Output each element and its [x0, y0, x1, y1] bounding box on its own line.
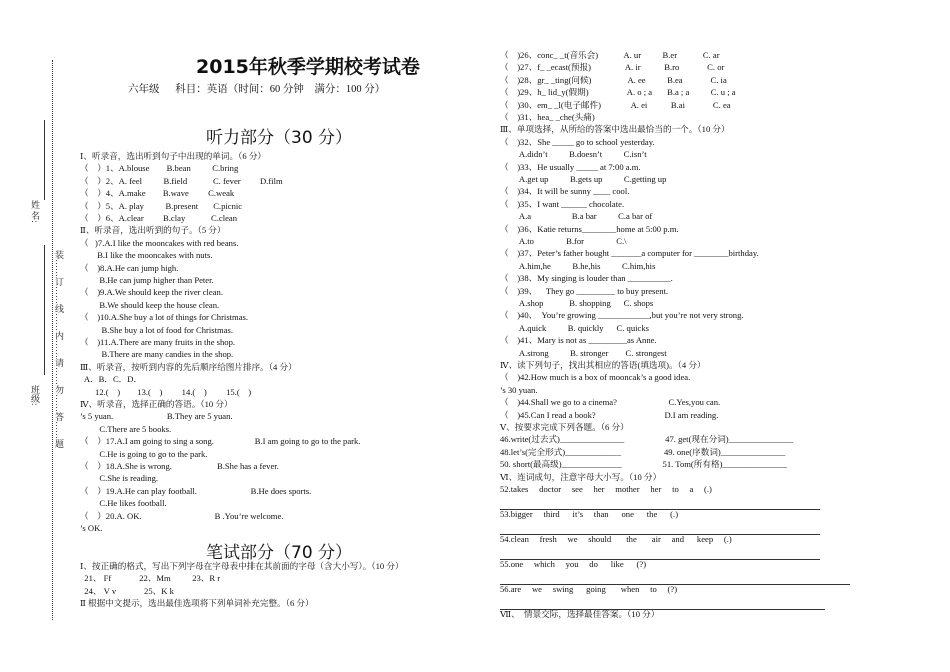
listening-heading: 听力部分（30 分） [206, 128, 353, 148]
class-label: 班级: [30, 385, 40, 406]
question-line: 46.write(过去式)_______________ 47. get(现在分词)_______________ [500, 434, 794, 445]
seal-line-text: 装……订……线……内……请……勿……答……题 [54, 250, 64, 448]
question-line: （ ）2、A. feel B.field C. fever D.film [80, 175, 283, 186]
question-line: Ⅱ 根据中文提示，选出最佳选项将下列单词补充完整。（6 分） [80, 598, 314, 609]
name-label: 姓 名: [30, 200, 40, 223]
question-line: ’s 30 yuan. [500, 384, 538, 395]
question-line: （ )11.A.There are many fruits in the shop. [80, 337, 236, 347]
question-line: B.She buy a lot of food for Christmas. [80, 324, 234, 335]
question-line: 56.are we swing going when to (?) [500, 584, 678, 594]
question-line: Ⅲ、听录音，按听到内容的先后顺序给图片排序。（4 分） [80, 361, 297, 372]
question-line: Ⅳ、读下列句子，找出其相应的答语(填选项)。（4 分） [500, 360, 706, 370]
question-line: （ )37、Peter’s father bought _______a computer for ________birthday. [500, 248, 759, 259]
question-line: （ ）19.A.He can play football. B.He does sports. [80, 485, 312, 496]
question-line: （ ）6、A.clear B.clay C.clean [80, 213, 238, 223]
question-line: A.to B.for C.\ [500, 236, 627, 246]
question-line: ’s OK. [80, 523, 103, 533]
question-line: A.get up B.gets up C.getting up [500, 174, 667, 184]
question-line: B.We should keep the house clean. [80, 299, 220, 310]
question-line: （ ）17.A.I am going to sing a song. B.I am going to go to the park. [80, 436, 361, 447]
question-line: （ )39、 They go _________ to buy present. [500, 285, 669, 296]
question-line: （ )31、hea_ _che(头痛) [500, 112, 595, 122]
question-line: 52.takes doctor see her mother her to a (.) [500, 484, 712, 494]
question-line: Ⅱ、听录音，选出听到的句子。（5 分） [80, 225, 226, 236]
answer-line-54[interactable] [500, 559, 820, 560]
seal-dotted-line [52, 60, 53, 620]
question-line: （ )28、gr_ _ting(问候) A. ee B.ea C. ia [500, 74, 727, 85]
question-line: B.There are many candies in the shop. [80, 349, 234, 360]
question-line: （ )29、h_ lid_y(假期) A. o ; a B.a ; a C. u ; a [500, 87, 736, 98]
question-line: （ )44.Shall we go to a cinema? C.Yes,you can. [500, 397, 721, 408]
question-line: 53.bigger third it’s than one the (.) [500, 509, 679, 519]
question-line: （ )8.A.He can jump high. [80, 262, 179, 273]
question-line: A.quick B. quickly C. quicks [500, 322, 649, 333]
question-line: B.He can jump higher than Peter. [80, 275, 214, 285]
class-blank[interactable] [44, 245, 45, 375]
question-line: B.I like the mooncakes with nuts. [80, 250, 213, 261]
question-line: （ )40、 You’re growing ____________,but you’re not very strong. [500, 310, 744, 321]
question-line: （ )41、Mary is not as _________as Anne. [500, 335, 657, 346]
question-line: A.a B.a bar C.a bar of [500, 211, 653, 222]
answer-line-53[interactable] [500, 534, 820, 535]
question-line: 24、 V v 25、K k [80, 585, 174, 596]
question-line: （ )42.How much is a box of mooncak’s a good idea. [500, 372, 691, 383]
question-line: （ ）5、A. play B.present C.picnic [80, 200, 243, 211]
question-line: Ⅵ、连词成句，注意字母大小写。（10 分） [500, 471, 662, 482]
answer-line-55[interactable] [500, 584, 850, 585]
question-line: （ )9.A.We should keep the river clean. [80, 287, 223, 298]
question-line: 54.clean fresh we should the air and keep (.) [500, 534, 732, 544]
question-line: （ )45.Can I read a book? D.I am reading. [500, 409, 719, 420]
question-line: （ )10.A.She buy a lot of things for Christmas. [80, 312, 249, 323]
question-line: （ )32、She _____ go to school yesterday. [500, 136, 655, 147]
question-line: Ⅶ、 情景交际，选择最佳答案。（10 分） [500, 609, 660, 619]
answer-line-52[interactable] [500, 509, 820, 510]
question-line: （ )33、He usually _____ at 7:00 a.m. [500, 161, 641, 172]
question-line: Ⅰ、听录音，选出听到句子中出现的单词。（6 分） [80, 151, 267, 161]
question-line: Ⅰ、按正确的格式，写出下列字母在字母表中排在其前面的字母（含大小写）。（10 分） [80, 561, 404, 571]
question-line: A．B．C．D． [80, 374, 143, 385]
question-line: 50. short(最高级)______________ 51. Tom(所有格)_______________ [500, 459, 787, 470]
question-line: （ ）20.A. OK. B .You’re welcome. [80, 510, 284, 521]
question-line: ’s 5 yuan. B.They are 5 yuan. [80, 411, 233, 422]
answer-line-56[interactable] [500, 609, 825, 610]
question-line: Ⅲ、单项选择，从所给的答案中选出最恰当的一个。（10 分） [500, 124, 730, 135]
question-line: （ ）4、A.make B.wave C.weak [80, 188, 235, 199]
question-line: 48.let’s(完全形式)_____________ 49. one(序数词)_______________ [500, 446, 786, 457]
question-line: Ⅳ、听录音，选择正确的答语。（10 分） [80, 399, 233, 409]
question-line: （ )7.A.I like the mooncakes with red beans. [80, 237, 239, 248]
question-line: （ )30、em_ _l(电子邮件) A. ei B.ai C. ea [500, 99, 731, 110]
question-line: （ )35、I want ______ chocolate. [500, 198, 625, 209]
question-line: C.He likes football. [80, 498, 167, 509]
exam-subtitle: 六年级 科目：英语（时间：60 分钟 满分：100 分） [128, 84, 386, 95]
question-line: C.There are 5 books. [80, 423, 172, 434]
question-line: （ )34、It will be sunny ____ cool. [500, 186, 630, 197]
question-line: 12.( ) 13.( ) 14.( ) 15.( ) [80, 386, 252, 397]
question-line: A.him,he B.he,his C.him,his [500, 260, 656, 271]
question-line: Ⅴ、按要求完成下列各题。（6 分） [500, 422, 629, 432]
question-line: （ )27、f_ _ecast(预报) A. ir B.ro C. or [500, 62, 725, 73]
writing-heading: 笔试部分（70 分） [206, 543, 353, 563]
question-line: 55.one which you do like (?) [500, 559, 647, 569]
question-line: （ )38、My singing is louder than __________. [500, 273, 673, 284]
question-line: （ )26、conc_ _t(音乐会) A. ur B.er C. ar [500, 50, 720, 60]
question-line: 21、 Ff 22、Mm 23、R r [80, 573, 221, 584]
question-line: A.shop B. shopping C. shops [500, 298, 654, 308]
name-blank[interactable] [44, 120, 45, 200]
question-line: （ ）1、A.blouse B.bean C.bring [80, 163, 239, 174]
question-line: A.strong B. stronger C. strongest [500, 347, 667, 358]
question-line: （ ）18.A.She is wrong. B.She has a fever. [80, 461, 279, 471]
question-line: C.She is reading. [80, 473, 159, 484]
question-line: （ )36、Katie returns________home at 5:00 p.m. [500, 223, 679, 234]
question-line: A.didn’t B.doesn’t C.isn’t [500, 149, 647, 160]
exam-title: 2015年秋季学期校考试卷 [196, 56, 420, 78]
question-line: C.He is going to go to the park. [80, 448, 208, 459]
